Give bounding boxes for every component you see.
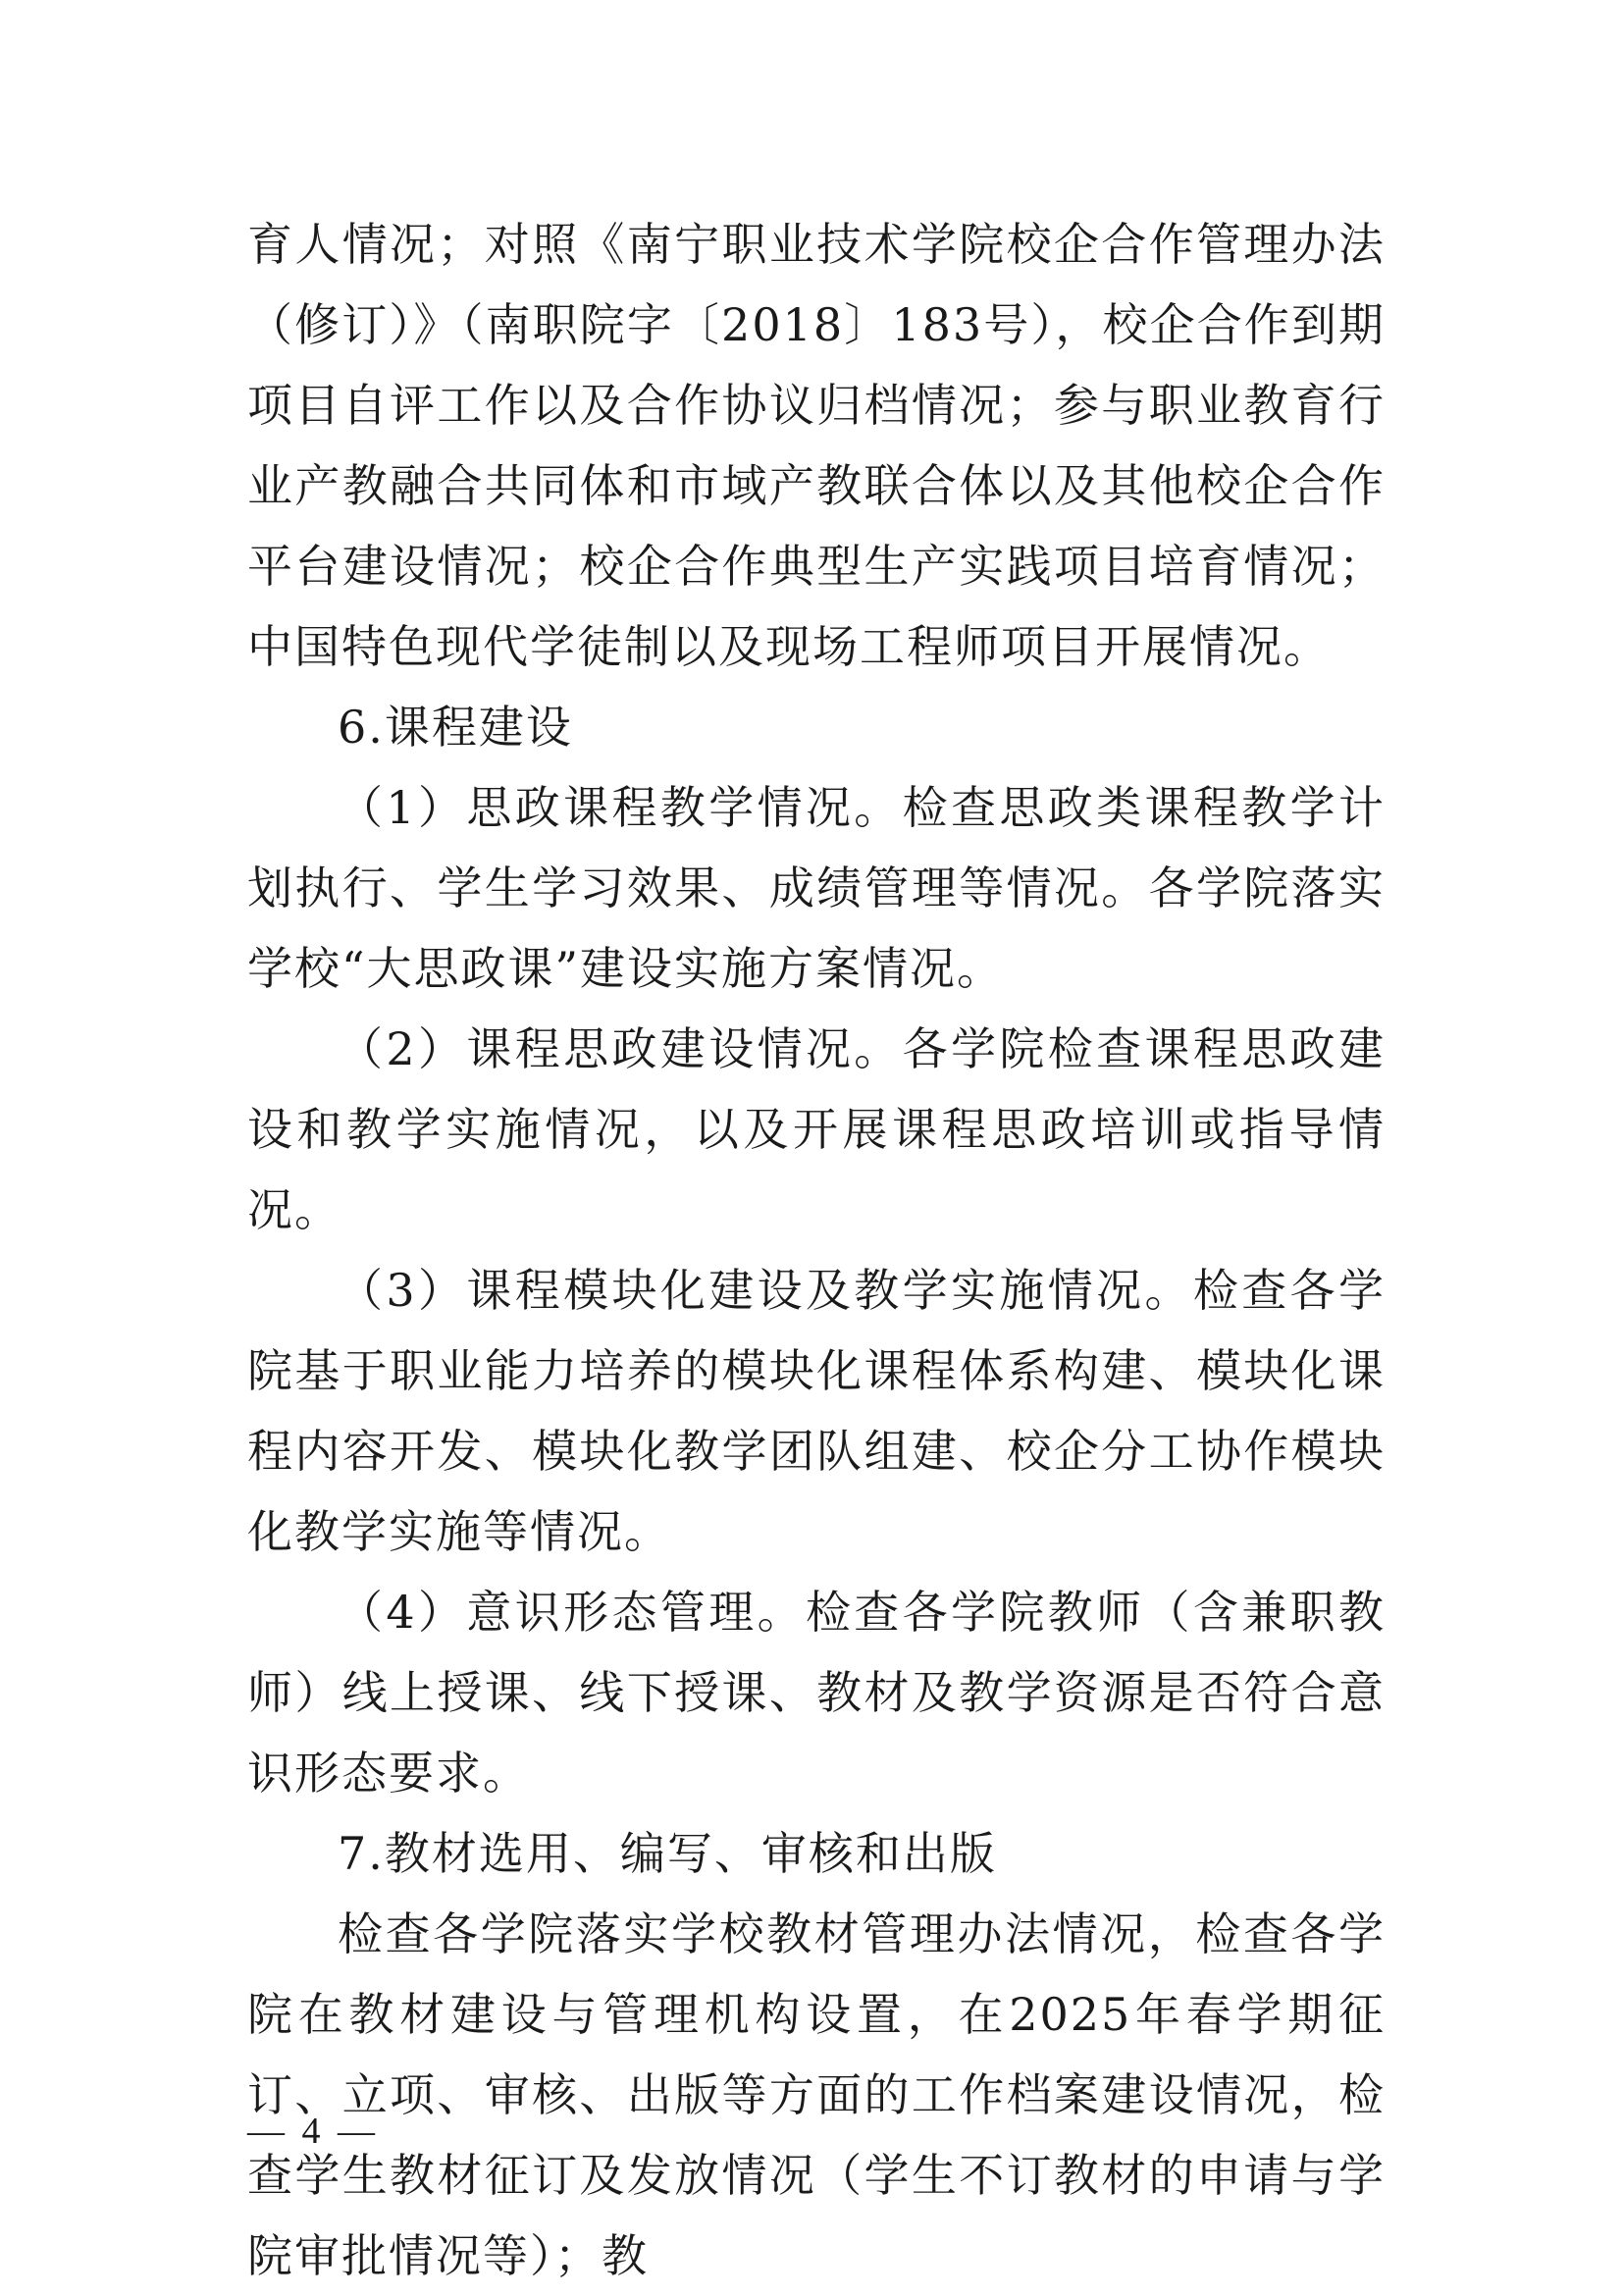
section-heading-textbooks: 7.教材选用、编写、审核和出版	[338, 1827, 997, 1880]
paragraph-item-1: （1）思政课程教学情况。检查思政类课程教学计划执行、学生学习效果、成绩管理等情况。各学院落实学校“大思政课”建设实施方案情况。	[247, 781, 1386, 995]
document-body	[247, 204, 1386, 2296]
paragraph-textbooks: 检查各学院落实学校教材管理办法情况，检查各学院在教材建设与管理机构设置，在2025年春学期征订、立项、审核、出版等方面的工作档案建设情况，检查学生教材征订及发放情况（学生不订教材的申请与学院审批情况等）；教	[247, 1907, 1386, 2282]
paragraph-continuation: 育人情况；对照《南宁职业技术学院校企合作管理办法（修订）》（南职院字〔2018〕183号），校企合作到期项目自评工作以及合作协议归档情况；参与职业教育行业产教融合共同体和市域产教联合体以及其他校企合作平台建设情况；校企合作典型生产实践项目培育情况；中国特色现代学徒制以及现场工程师项目开展情况。	[247, 218, 1386, 673]
paragraph-item-2: （2）课程思政建设情况。各学院检查课程思政建设和教学实施情况，以及开展课程思政培训或指导情况。	[247, 1022, 1386, 1236]
paragraph-item-4: （4）意识形态管理。检查各学院教师（含兼职教师）线上授课、线下授课、教材及教学资源是否符合意识形态要求。	[247, 1586, 1386, 1800]
section-heading-course-construction: 6.课程建设	[338, 701, 573, 754]
page-number: — 4 —	[247, 2111, 379, 2152]
paragraph-item-3: （3）课程模块化建设及教学实施情况。检查各学院基于职业能力培养的模块化课程体系构建、模块化课程内容开发、模块化教学团队组建、校企分工协作模块化教学实施等情况。	[247, 1264, 1386, 1558]
